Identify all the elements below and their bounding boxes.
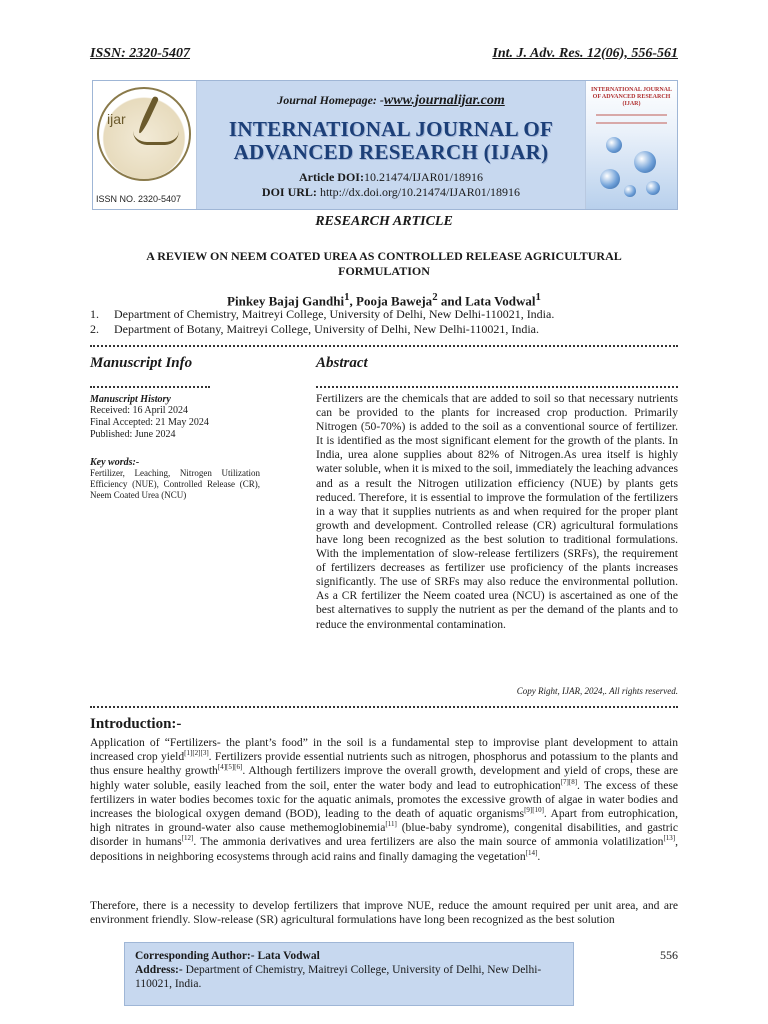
- citation-ref: [11]: [385, 820, 397, 829]
- body-text: . The ammonia derivatives and urea fertilizers are also the main source of ammonia volatilization: [193, 835, 664, 849]
- dotted-divider: [316, 386, 678, 388]
- doi-block: [197, 170, 585, 200]
- corresponding-author-label: Corresponding Author:- Lata Vodwal: [135, 950, 320, 962]
- logo-issn: ISSN NO. 2320-5407: [96, 194, 182, 204]
- body-text: . Although fertilizers improve the overall growth, development and yield of crops, these are highly water soluble, easily leached from the soil, enter the water body and lead to eutrophication: [90, 764, 678, 792]
- received-date: Received: 16 April 2024: [90, 405, 189, 416]
- author-name: Lata Vodwal: [465, 293, 536, 309]
- corresponding-address: [135, 963, 563, 991]
- citation-ref: [7][8]: [560, 777, 578, 786]
- logo-text: ijar: [107, 111, 126, 127]
- keywords-text: Fertilizer, Leaching, Nitrogen Utilization Efficiency (NUE), Controlled Release (CR), Neem Coated Urea (NCU): [90, 468, 260, 500]
- affiliation-item: [90, 307, 554, 322]
- article-title: A REVIEW ON NEEM COATED UREA AS CONTROLLED RELEASE AGRICULTURAL FORMULATION: [146, 249, 622, 278]
- issn-text: ISSN: 2320-5407: [90, 46, 190, 61]
- body-text: . Fertilizers provide essential nutrients such as nitrogen, phosphorus and potassium to the plants and thus ensure healthy growth: [90, 750, 679, 778]
- journal-cover-thumbnail: [585, 81, 677, 209]
- affiliation-number: 1.: [90, 307, 99, 321]
- journal-name: [197, 118, 585, 164]
- author-name: Pooja Baweja: [356, 293, 433, 309]
- journal-name-line2: ADVANCED RESEARCH (IJAR): [233, 140, 549, 164]
- cover-title: INTERNATIONAL JOURNAL OF ADVANCED RESEARCH (IJAR): [590, 87, 673, 107]
- introduction-paragraph-2: Therefore, there is a necessity to develop fertilizers that improve NUE, reduce the amount required per unit area, and are environment friendly. Slow-release (SR) agricultural formulations have long been recognized as the best solution: [90, 899, 678, 927]
- manuscript-info: [90, 355, 260, 501]
- citation-ref: [13]: [663, 834, 676, 843]
- accepted-date: Final Accepted: 21 May 2024: [90, 417, 209, 428]
- published-date: Published: June 2024: [90, 429, 176, 440]
- journal-banner: [92, 80, 678, 210]
- affiliation-text: Department of Chemistry, Maitreyi College, University of Delhi, New Delhi-110021, India.: [114, 307, 555, 321]
- abstract-heading: Abstract: [316, 355, 368, 371]
- cover-divider: [596, 114, 667, 116]
- abstract-text: Fertilizers are the chemicals that are added to soil so that necessary nutrients can be provided to the plants for increased crop production. Primarily Nitrogen (50-70%) is added to the soil as a conventional source of fertilizer. It is identified as the most significant element for the growth of the plants. In India, urea alone supplies about 82% of Nitrogen.As urea itself is highly water soluble, when it is mixed to the soil, immediately the leaching advances and as a result the Nitrogen utilization efficiency (NUE) by plants gets reduced. Therefore, it is essential to improve the formulation of the fertilizers in a way that it supplies nutrients as and when required for the proper plant growth and development. Controlled release (CR) agricultural formulations have long been recognized as the best solution to traditional formulations. With the implementation of slow-release fertilizers (SRFs), the requirement of fertilizers decreases as fertilizer use proficiency of the plants increases significantly. The use of SRFs may also reduce the environmental pollution. As a CR fertilizer the Neem coated urea (NCU) is ascertained as one of the best alternatives to supply the nutrient as per the demand of the plants and to reduce the environmental contamination.: [316, 392, 678, 631]
- affiliation-list: [90, 307, 554, 337]
- author-separator: ,: [349, 293, 356, 309]
- author-affil-sup: 1: [535, 291, 541, 303]
- doi-label: Article DOI:: [299, 170, 364, 184]
- molecule-icon: [606, 137, 622, 153]
- manuscript-info-heading: Manuscript Info: [90, 355, 193, 371]
- corresponding-author-box: [124, 942, 574, 1006]
- abstract-section: [316, 355, 678, 632]
- dotted-divider: [90, 706, 678, 708]
- body-text: .: [537, 849, 541, 863]
- manuscript-history-label: Manuscript History: [90, 394, 171, 405]
- body-text: , depositions in neighboring ecosystems through acid rains and finally damaging the vegetation: [90, 835, 679, 863]
- body-text: Application of “Fertilizers- the plant’s food” in the soil is a fundamental step to improvise plant development to attain increased crop yield: [90, 736, 678, 764]
- citation-ref: [14]: [525, 848, 538, 857]
- body-text: . The excess of these fertilizers in water bodies becomes toxic for the aquatic animals, promotes the excessive growth of algae in water bodies and increases the biological oxygen demand (BOD), leading to the death of aquatic organisms: [90, 778, 678, 821]
- author-affil-sup: 2: [432, 291, 438, 303]
- doi-value: 10.21474/IJAR01/18916: [363, 170, 483, 184]
- copyright-notice: Copy Right, IJAR, 2024,. All rights reserved.: [516, 686, 678, 696]
- author-affil-sup: 1: [344, 291, 350, 303]
- body-text: . Apart from eutrophication, high nitrates in ground-water also cause methemoglobinemia: [90, 807, 678, 835]
- citation-ref: [9][10]: [524, 806, 544, 815]
- affiliation-number: 2.: [90, 322, 99, 336]
- address-text: Department of Chemistry, Maitreyi College, University of Delhi, New Delhi-110021, India.: [135, 964, 542, 990]
- banner-center: [197, 81, 585, 209]
- journal-homepage: [197, 93, 585, 109]
- introduction-paragraph-1: [90, 736, 678, 864]
- running-header: [90, 46, 678, 62]
- citation-ref: [4][5][6]: [217, 763, 243, 772]
- page-number: 556: [660, 948, 678, 962]
- affiliation-item: [90, 322, 554, 337]
- article-type: RESEARCH ARTICLE: [315, 214, 453, 229]
- molecule-icon: [624, 185, 636, 197]
- citation-ref: [1][2][3]: [184, 749, 209, 758]
- dotted-divider: [90, 345, 678, 347]
- introduction-heading: Introduction:-: [90, 716, 182, 732]
- address-label: Address:-: [135, 964, 183, 976]
- molecule-icon: [600, 169, 620, 189]
- author-name: Pinkey Bajaj Gandhi: [227, 293, 345, 309]
- doi-url-label: DOI URL:: [261, 185, 317, 199]
- affiliation-text: Department of Botany, Maitreyi College, University of Delhi, New Delhi-110021, India.: [114, 322, 540, 336]
- keywords-label: Key words:-: [90, 457, 140, 468]
- homepage-link[interactable]: www.journalijar.com: [383, 93, 505, 108]
- molecule-icon: [634, 151, 656, 173]
- dotted-divider: [90, 386, 210, 388]
- book-icon: [133, 131, 179, 145]
- citation-ref: [12]: [181, 834, 194, 843]
- journal-name-line1: INTERNATIONAL JOURNAL OF: [228, 117, 554, 141]
- cover-divider: [596, 122, 667, 124]
- journal-logo: [93, 81, 197, 209]
- author-separator: and: [437, 293, 466, 309]
- body-text: (blue-baby syndrome), congenital disabilities, and gastric disorder in humans: [90, 821, 678, 849]
- doi-url-link[interactable]: http://dx.doi.org/10.21474/IJAR01/18916: [316, 185, 521, 199]
- homepage-label: Journal Homepage: -: [277, 93, 384, 107]
- citation-text: Int. J. Adv. Res. 12(06), 556-561: [492, 46, 678, 61]
- molecule-icon: [646, 181, 660, 195]
